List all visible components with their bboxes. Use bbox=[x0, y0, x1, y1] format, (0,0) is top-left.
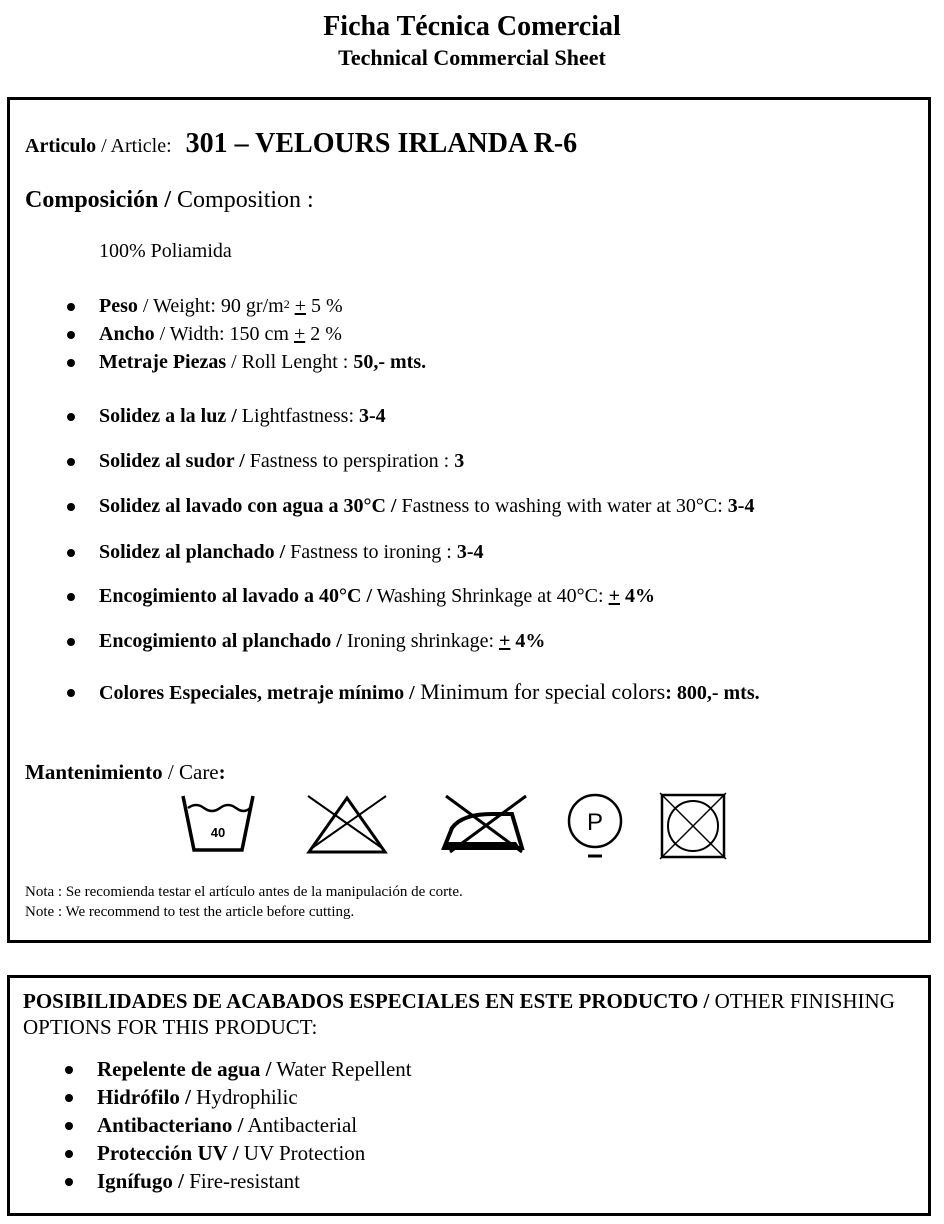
article-label-en: / Article: bbox=[96, 135, 172, 157]
wash-temperature: 40 bbox=[210, 825, 226, 840]
spec-label: Metraje Piezas bbox=[99, 351, 227, 373]
finishing-title: POSIBILIDADES DE ACABADOS ESPECIALES EN ESTE PRODUCTO / OTHER FINISHING OPTIONS FOR THIS PRODUCT: bbox=[23, 989, 895, 1039]
spec-label: Peso bbox=[99, 295, 138, 317]
page-subtitle: Technical Commercial Sheet bbox=[338, 45, 606, 70]
plus-minus-sign: + bbox=[293, 323, 306, 345]
page-header bbox=[0, 10, 944, 72]
plus-minus-sign: + bbox=[294, 295, 306, 317]
dry-clean-letter: P bbox=[586, 809, 604, 836]
spec-tolerance: 5 % bbox=[305, 295, 343, 317]
composition-label-es: Composición / bbox=[25, 187, 172, 213]
spec-tolerance: 2 % bbox=[305, 323, 342, 345]
spec-text: / Width: 150 cm bbox=[154, 323, 294, 345]
plus-minus-sign: + bbox=[608, 585, 620, 607]
technical-sheet-box: Articulo / Article: 301 – VELOURS IRLANDA R-6 Composición / Composition : 100% Poliamida Peso / Weight: 90 $gr/m^2 + 5$ % Ancho / Width: 150 cm + 2 % Metraje Piezas / Roll Lenght : 50,- mts. Solidez a la luz / Lightfastness: 3-4 Solidez al sudor / Fastness to perspiration : 3 Solidez al lavado con agua a 30°C / Fastness to washing with water at 30°C: 3-4 Solidez al planchado / Fastness to ironing : 3-4 Encogimiento al lavado a 40°C / Washing Shrinkage at 40°C: + 4% Encogimiento al planchado / Ironing shrinkage: + 4% Colores Especiales, metraje mínimo / Minimum for special colors: 800,- mts. Mantenimiento / Care: 40 P Nota : Se recomienda testar el artículo antes de la manipulación de corte. Note : We recommend to test the article before cutting. bbox=[7, 97, 931, 943]
spec-label: Ancho bbox=[99, 323, 155, 345]
composition-line bbox=[25, 185, 314, 215]
finishing-options-box: POSIBILIDADES DE ACABADOS ESPECIALES EN ESTE PRODUCTO / OTHER FINISHING OPTIONS FOR THIS PRODUCT: Repelente de agua / Water Repellent Hidrófilo / Hydrophilic Antibacteriano / Antibacterial Protección UV / UV Protection Ignífugo / Fire-resistant bbox=[7, 975, 931, 1216]
spec-superscript: 2 bbox=[283, 297, 290, 311]
spec-text: / Roll Lenght : bbox=[226, 351, 354, 373]
notes bbox=[25, 882, 463, 922]
page-title: Ficha Técnica Comercial bbox=[323, 11, 621, 42]
note-en: Note : We recommend to test the article before cutting. bbox=[25, 904, 355, 920]
article-value: 301 – VELOURS IRLANDA R-6 bbox=[185, 128, 578, 159]
dry-clean-p-icon bbox=[564, 792, 626, 860]
no-iron-icon bbox=[436, 792, 532, 856]
wash-40-icon bbox=[180, 792, 258, 856]
care-label: Mantenimiento / Care: bbox=[25, 760, 226, 784]
plus-minus-sign: + bbox=[499, 630, 511, 652]
care-icons bbox=[178, 792, 738, 862]
article-line bbox=[25, 128, 577, 162]
note-es: Nota : Se recomienda testar el artículo antes de la manipulación de corte. bbox=[25, 884, 463, 900]
composition-value: 100% Poliamida bbox=[99, 240, 232, 262]
no-bleach-icon bbox=[300, 792, 394, 856]
spec-text: / Weight: 90 gr/m bbox=[137, 295, 284, 317]
article-label-es: Articulo bbox=[25, 135, 97, 157]
no-tumble-dry-icon bbox=[658, 792, 730, 860]
composition-label-en: Composition : bbox=[171, 187, 314, 213]
spec-value: 50,- mts. bbox=[353, 351, 427, 373]
